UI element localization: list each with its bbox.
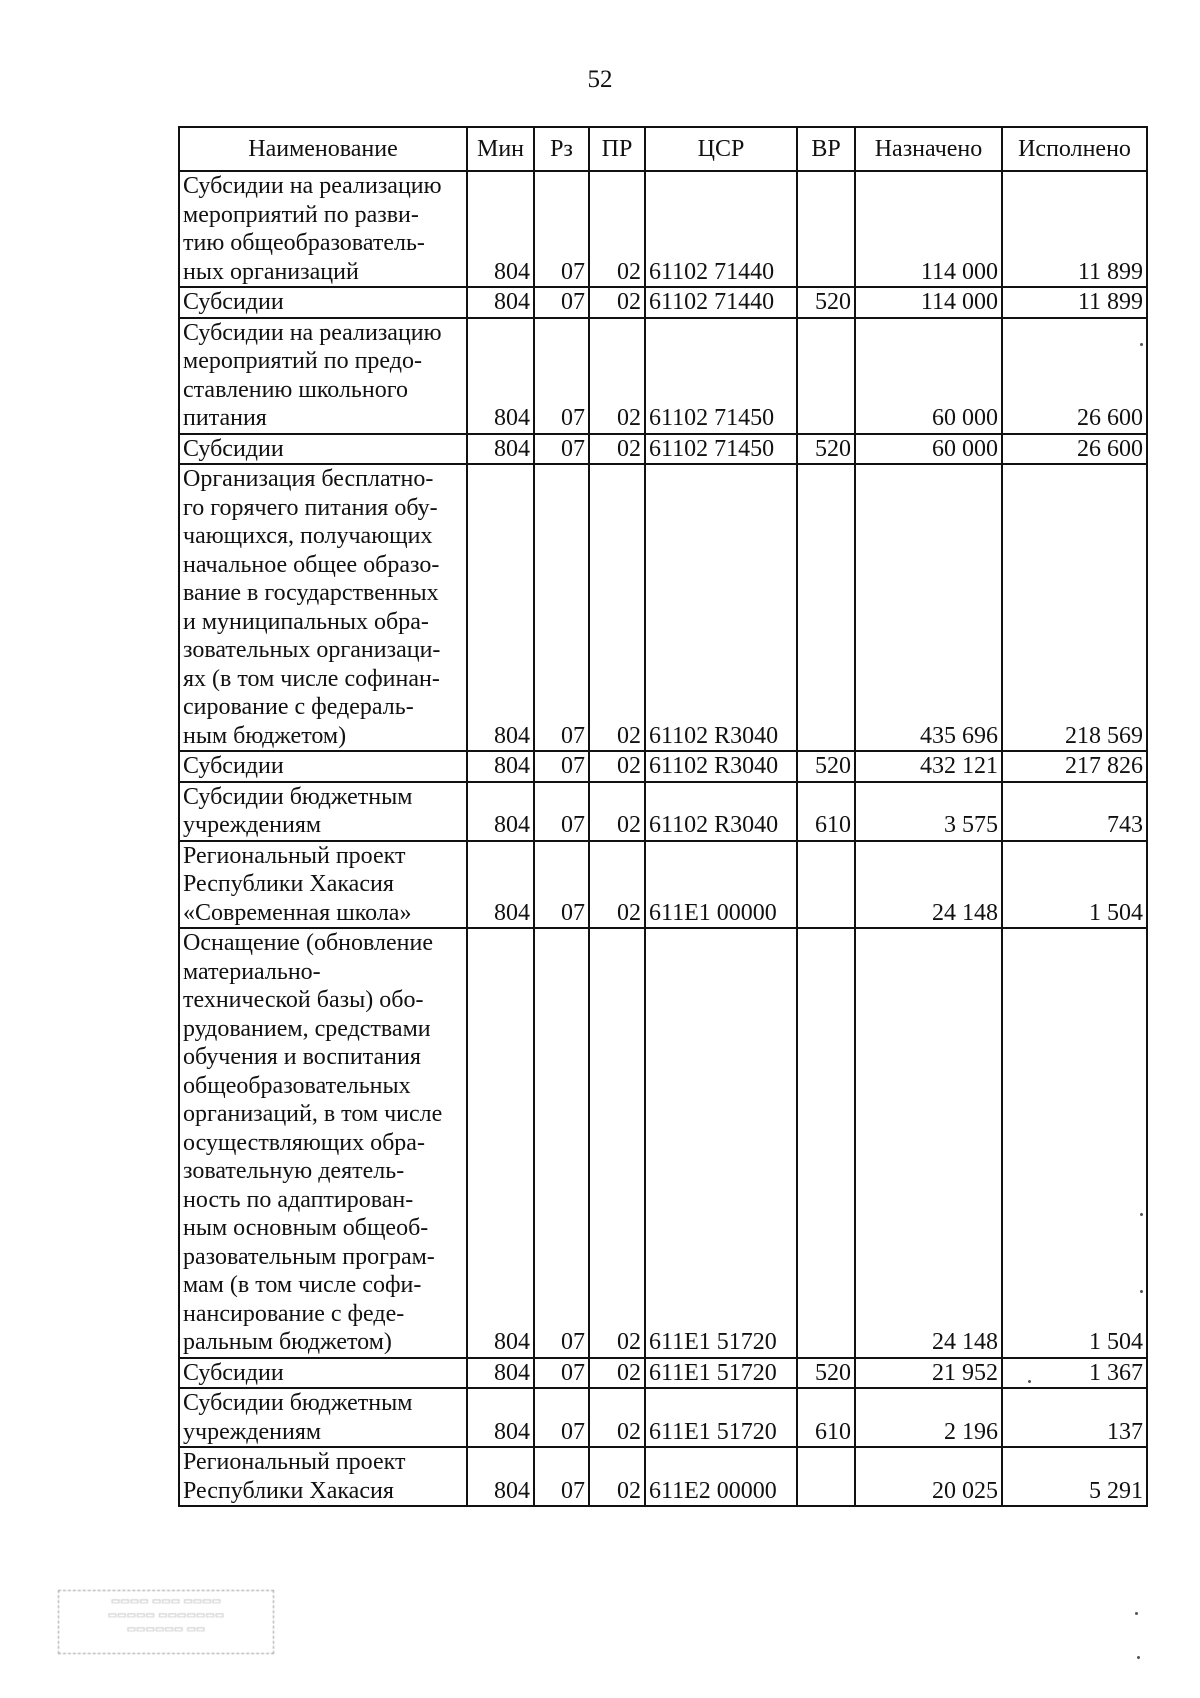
scan-speck xyxy=(1028,1380,1031,1383)
cell-executed: 11 899 xyxy=(1002,171,1147,287)
cell-csr: 61102 71440 xyxy=(645,287,797,318)
scan-speck xyxy=(1135,1612,1138,1615)
cell-vr xyxy=(797,928,855,1358)
cell-rz: 07 xyxy=(534,841,589,929)
cell-name-line: начальное общее образо- xyxy=(183,551,440,578)
cell-pr: 02 xyxy=(589,1388,645,1447)
cell-name-line: ным бюджетом) xyxy=(183,722,347,749)
cell-name-line: учреждениям xyxy=(183,812,322,838)
cell-name-line: Субсидии xyxy=(183,753,284,779)
table-row xyxy=(179,841,1147,929)
cell-name-line: разовательным програм- xyxy=(183,1243,435,1270)
cell-pr: 02 xyxy=(589,1447,645,1506)
cell-vr: 610 xyxy=(797,782,855,841)
cell-assigned: 114 000 xyxy=(855,171,1002,287)
cell-name xyxy=(179,928,467,1358)
cell-name-line: вание в государственных xyxy=(183,580,439,606)
cell-name-line: нансирование с феде- xyxy=(183,1300,405,1327)
cell-name-line: зовательную деятель- xyxy=(183,1158,405,1184)
cell-executed: 1 504 xyxy=(1002,928,1147,1358)
cell-name-line: ральным бюджетом) xyxy=(183,1329,392,1355)
cell-name xyxy=(179,1388,467,1447)
cell-executed: 218 569 xyxy=(1002,464,1147,751)
cell-min: 804 xyxy=(467,782,534,841)
cell-csr: 611E1 51720 xyxy=(645,1388,797,1447)
page-number: 52 xyxy=(587,66,613,93)
cell-rz: 07 xyxy=(534,782,589,841)
cell-rz: 07 xyxy=(534,1388,589,1447)
cell-name-line: учреждениям xyxy=(183,1418,322,1445)
cell-executed: 217 826 xyxy=(1002,751,1147,782)
cell-name xyxy=(179,171,467,287)
cell-name-line: Республики Хакасия xyxy=(183,871,394,897)
cell-vr xyxy=(797,464,855,751)
cell-name xyxy=(179,1358,467,1389)
cell-min: 804 xyxy=(467,287,534,318)
cell-name-line: сирование с федераль- xyxy=(183,694,414,720)
cell-executed: 1 367 xyxy=(1002,1358,1147,1389)
cell-csr: 61102 71450 xyxy=(645,434,797,465)
cell-name-line: ность по адаптирован- xyxy=(183,1186,414,1213)
cell-name-line: рудованием, средствами xyxy=(183,1015,431,1042)
cell-name-line: мам (в том числе софи- xyxy=(183,1272,422,1298)
scan-speck xyxy=(1137,1656,1140,1659)
header-csr: ЦСР xyxy=(645,127,797,171)
cell-name-line: Субсидии бюджетным xyxy=(183,1390,413,1416)
table-row xyxy=(179,1447,1147,1506)
cell-executed: 1 504 xyxy=(1002,841,1147,929)
cell-vr xyxy=(797,171,855,287)
cell-name-line: Субсидии xyxy=(183,289,284,315)
cell-name-line: ях (в том числе софинан- xyxy=(183,665,440,692)
cell-pr: 02 xyxy=(589,841,645,929)
cell-name-line: «Современная школа» xyxy=(183,899,412,926)
cell-name-line: го горячего питания обу- xyxy=(183,494,438,521)
cell-csr: 61102 R3040 xyxy=(645,464,797,751)
cell-name-line: Оснащение (обновление xyxy=(183,930,433,956)
cell-pr: 02 xyxy=(589,434,645,465)
table-row xyxy=(179,318,1147,434)
header-pr: ПР xyxy=(589,127,645,171)
header-executed: Исполнено xyxy=(1002,127,1147,171)
cell-assigned: 21 952 xyxy=(855,1358,1002,1389)
cell-rz: 07 xyxy=(534,464,589,751)
cell-csr: 611E1 51720 xyxy=(645,1358,797,1389)
cell-name-line: осуществляющих обра- xyxy=(183,1129,425,1156)
cell-vr xyxy=(797,841,855,929)
cell-name-line: мероприятий по предо- xyxy=(183,348,422,374)
cell-vr: 520 xyxy=(797,287,855,318)
cell-name xyxy=(179,782,467,841)
cell-rz: 07 xyxy=(534,751,589,782)
cell-name-line: Региональный проект xyxy=(183,842,406,869)
header-name: Наименование xyxy=(179,127,467,171)
cell-assigned: 20 025 xyxy=(855,1447,1002,1506)
cell-executed: 743 xyxy=(1002,782,1147,841)
cell-name-line: чающихся, получающих xyxy=(183,523,433,549)
cell-csr: 611E1 51720 xyxy=(645,928,797,1358)
cell-assigned: 60 000 xyxy=(855,434,1002,465)
cell-name-line: питания xyxy=(183,405,267,431)
cell-assigned: 24 148 xyxy=(855,841,1002,929)
budget-table xyxy=(178,126,1148,1507)
cell-csr: 61102 71440 xyxy=(645,171,797,287)
cell-name-line: ным основным общеоб- xyxy=(183,1215,429,1241)
cell-vr: 520 xyxy=(797,1358,855,1389)
header-vr: ВР xyxy=(797,127,855,171)
cell-assigned: 432 121 xyxy=(855,751,1002,782)
cell-name xyxy=(179,841,467,929)
cell-executed: 26 600 xyxy=(1002,318,1147,434)
cell-csr: 611E1 00000 xyxy=(645,841,797,929)
cell-executed: 137 xyxy=(1002,1388,1147,1447)
cell-pr: 02 xyxy=(589,928,645,1358)
cell-csr: 61102 R3040 xyxy=(645,751,797,782)
table-body xyxy=(179,171,1147,1506)
table-row xyxy=(179,928,1147,1358)
cell-assigned: 435 696 xyxy=(855,464,1002,751)
cell-pr: 02 xyxy=(589,318,645,434)
cell-name-line: ставлению школьного xyxy=(183,376,408,403)
cell-rz: 07 xyxy=(534,1358,589,1389)
cell-vr: 520 xyxy=(797,751,855,782)
table-row xyxy=(179,751,1147,782)
table-header-row xyxy=(179,127,1147,171)
stamp-watermark: ▭▭▭▭ ▭▭▭ ▭▭▭▭ ▭▭▭▭▭ ▭▭▭▭▭▭▭ ▭▭▭▭▭▭ ▭▭ xyxy=(58,1590,274,1654)
cell-assigned: 2 196 xyxy=(855,1388,1002,1447)
cell-rz: 07 xyxy=(534,318,589,434)
table-row xyxy=(179,287,1147,318)
cell-name-line: и муниципальных обра- xyxy=(183,608,429,635)
cell-name-line: Субсидии на реализацию xyxy=(183,319,442,346)
cell-name-line: Субсидии xyxy=(183,435,284,462)
cell-pr: 02 xyxy=(589,464,645,751)
cell-name-line: Организация бесплатно- xyxy=(183,466,434,492)
cell-name-line: ных организаций xyxy=(183,258,359,285)
cell-min: 804 xyxy=(467,1447,534,1506)
table-row xyxy=(179,1388,1147,1447)
cell-name-line: Субсидии на реализацию xyxy=(183,173,442,199)
cell-min: 804 xyxy=(467,751,534,782)
cell-name xyxy=(179,287,467,318)
cell-min: 804 xyxy=(467,1358,534,1389)
cell-rz: 07 xyxy=(534,434,589,465)
cell-min: 804 xyxy=(467,464,534,751)
cell-assigned: 3 575 xyxy=(855,782,1002,841)
cell-name xyxy=(179,318,467,434)
cell-pr: 02 xyxy=(589,171,645,287)
cell-pr: 02 xyxy=(589,1358,645,1389)
cell-pr: 02 xyxy=(589,287,645,318)
header-min: Мин xyxy=(467,127,534,171)
table-row xyxy=(179,1358,1147,1389)
cell-name-line: материально- xyxy=(183,958,321,985)
cell-name xyxy=(179,751,467,782)
cell-executed: 11 899 xyxy=(1002,287,1147,318)
cell-rz: 07 xyxy=(534,1447,589,1506)
cell-csr: 61102 R3040 xyxy=(645,782,797,841)
cell-name xyxy=(179,464,467,751)
cell-min: 804 xyxy=(467,841,534,929)
cell-csr: 611E2 00000 xyxy=(645,1447,797,1506)
cell-name-line: мероприятий по разви- xyxy=(183,201,419,228)
cell-name-line: зовательных организаци- xyxy=(183,637,441,663)
cell-assigned: 24 148 xyxy=(855,928,1002,1358)
cell-rz: 07 xyxy=(534,287,589,318)
cell-assigned: 114 000 xyxy=(855,287,1002,318)
cell-vr: 610 xyxy=(797,1388,855,1447)
cell-min: 804 xyxy=(467,928,534,1358)
table-row xyxy=(179,464,1147,751)
header-assigned: Назначено xyxy=(855,127,1002,171)
cell-vr xyxy=(797,318,855,434)
cell-name xyxy=(179,1447,467,1506)
cell-name-line: организаций, в том числе xyxy=(183,1101,443,1127)
cell-pr: 02 xyxy=(589,751,645,782)
cell-min: 804 xyxy=(467,171,534,287)
cell-vr xyxy=(797,1447,855,1506)
cell-executed: 26 600 xyxy=(1002,434,1147,465)
cell-min: 804 xyxy=(467,1388,534,1447)
cell-name-line: Региональный проект xyxy=(183,1449,406,1475)
scan-speck xyxy=(1140,1213,1143,1216)
cell-name-line: обучения и воспитания xyxy=(183,1044,421,1070)
cell-rz: 07 xyxy=(534,171,589,287)
cell-pr: 02 xyxy=(589,782,645,841)
cell-csr: 61102 71450 xyxy=(645,318,797,434)
scan-speck xyxy=(1140,343,1143,346)
cell-name-line: общеобразовательных xyxy=(183,1072,411,1099)
header-rz: Рз xyxy=(534,127,589,171)
cell-name-line: Субсидии xyxy=(183,1359,284,1386)
table-row xyxy=(179,782,1147,841)
cell-name-line: Республики Хакасия xyxy=(183,1477,394,1504)
cell-assigned: 60 000 xyxy=(855,318,1002,434)
cell-name-line: технической базы) обо- xyxy=(183,987,424,1013)
cell-vr: 520 xyxy=(797,434,855,465)
scan-speck xyxy=(1140,1290,1143,1293)
cell-min: 804 xyxy=(467,434,534,465)
cell-name-line: тию общеобразователь- xyxy=(183,230,425,256)
cell-name-line: Субсидии бюджетным xyxy=(183,783,413,810)
table-row xyxy=(179,171,1147,287)
cell-rz: 07 xyxy=(534,928,589,1358)
cell-name xyxy=(179,434,467,465)
cell-executed: 5 291 xyxy=(1002,1447,1147,1506)
table-row xyxy=(179,434,1147,465)
cell-min: 804 xyxy=(467,318,534,434)
